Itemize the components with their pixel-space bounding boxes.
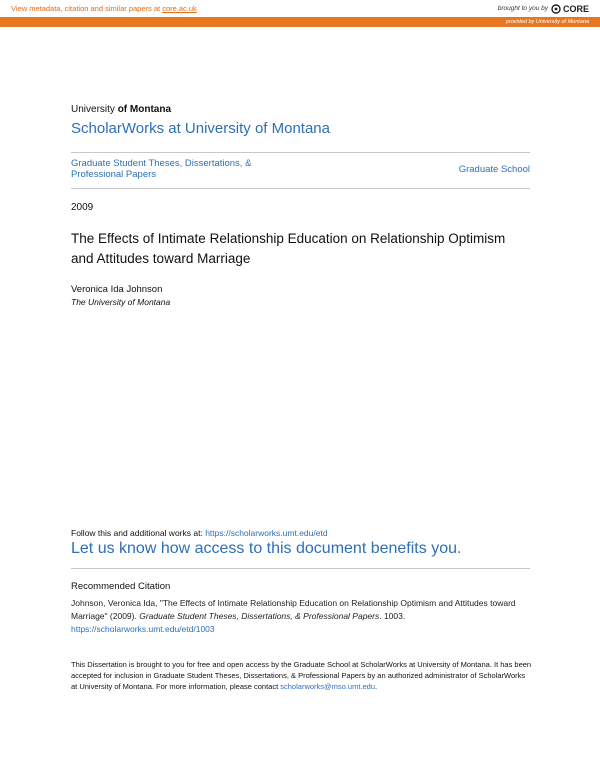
core-logo-label: CORE (562, 3, 589, 14)
citation-text (71, 597, 530, 636)
citation-part2: . 1003. (379, 611, 406, 621)
core-link[interactable]: core.ac.uk (162, 4, 197, 13)
core-logo[interactable] (551, 4, 589, 14)
contact-email-link[interactable]: scholarworks@mso.umt.edu (280, 682, 375, 691)
university-name (71, 104, 171, 115)
author-name: Veronica Ida Johnson (71, 284, 163, 295)
citation-url-link[interactable]: https://scholarworks.umt.edu/etd/1003 (71, 624, 215, 634)
core-metadata-label: View metadata, citation and similar papers at (11, 4, 163, 13)
series-link[interactable]: Graduate Student Theses, Dissertations, & Professional Papers (71, 158, 252, 180)
core-logo-icon (551, 4, 561, 14)
access-notice (71, 659, 533, 692)
divider (71, 568, 530, 569)
core-provided-text: provided by University of Montana (505, 19, 589, 25)
core-brought-by (498, 4, 589, 14)
notice-end: . (375, 682, 378, 691)
document-title: The Effects of Intimate Relationship Education on Relationship Optimism and Attitudes toward Marriage (71, 231, 506, 266)
core-banner (0, 0, 600, 27)
university-of: of (117, 104, 130, 115)
divider (71, 152, 530, 153)
core-banner-top (0, 0, 600, 17)
university-prefix: University (71, 104, 118, 115)
scholarworks-title[interactable]: ScholarWorks at University of Montana (71, 120, 330, 137)
notice-text: This Dissertation is brought to you for free and open access by the Graduate School at ScholarWorks at University of Montana. It has been accepted for inclusion in Graduate Student Theses, Dissertations, & Professional Papers by an authorized administrator of ScholarWorks at University of Montana. For more information, please contact (71, 660, 532, 691)
citation-heading: Recommended Citation (71, 581, 171, 592)
graduate-school-link[interactable]: Graduate School (458, 164, 530, 175)
follow-label: Follow this and additional works at: (71, 528, 206, 538)
etd-link[interactable]: https://scholarworks.umt.edu/etd (205, 528, 328, 538)
author-affiliation: The University of Montana (71, 297, 171, 307)
brought-by-label: brought to you by (497, 5, 548, 12)
publication-year: 2009 (71, 202, 94, 213)
follow-line (71, 528, 328, 538)
benefits-link[interactable]: Let us know how access to this document benefits you. (71, 540, 462, 557)
core-metadata-text (11, 4, 197, 13)
citation-series: Graduate Student Theses, Dissertations, & Professional Papers (139, 611, 380, 621)
university-montana: Montana (129, 104, 172, 115)
citation-part1: Johnson, Veronica Ida, "The Effects of Intimate Relationship Education on Relationship Optimism and Attitudes toward Marriage" (2009). (71, 598, 516, 621)
core-provided-bar (0, 17, 600, 27)
divider (71, 188, 530, 189)
